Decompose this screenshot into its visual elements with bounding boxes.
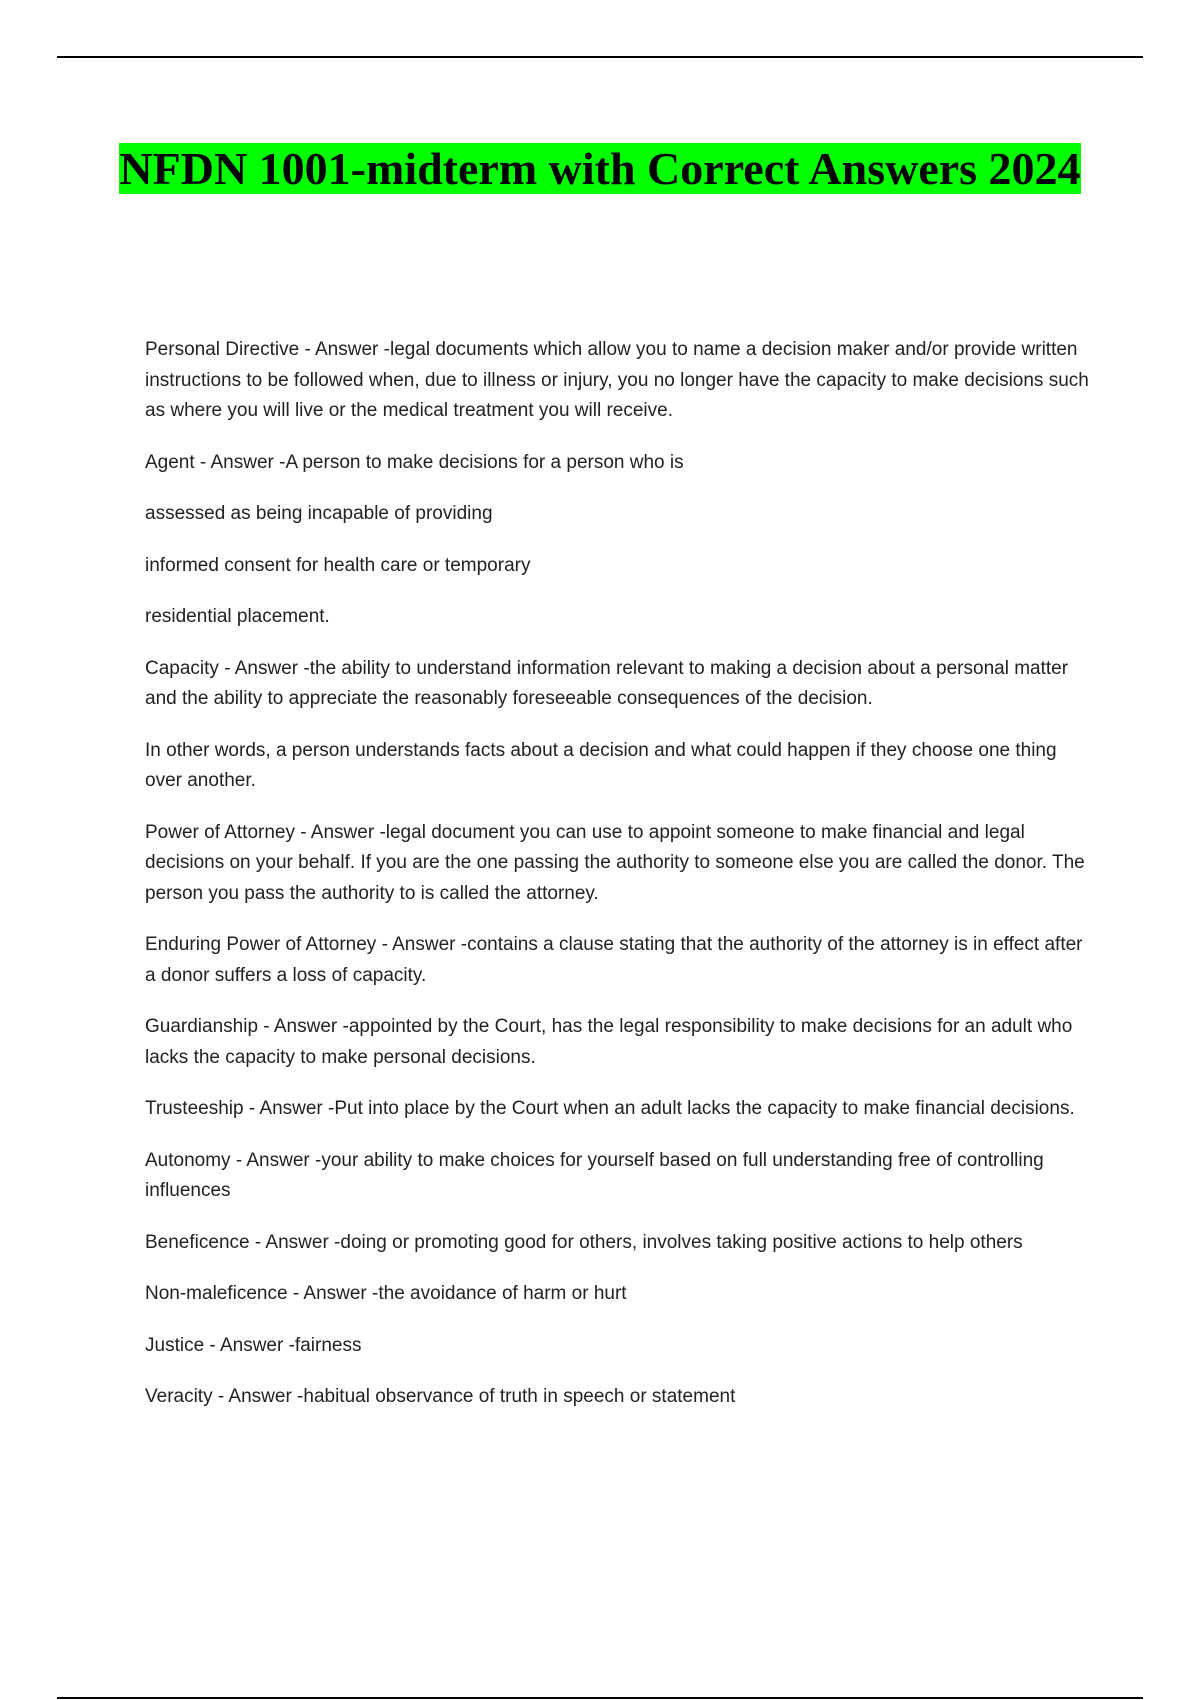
paragraph-autonomy: Autonomy - Answer -your ability to make choices for yourself based on full understanding free of controlling influences [145, 1149, 1044, 1201]
document-title-text: NFDN 1001-midterm with Correct Answers 2024 [119, 143, 1081, 194]
bottom-rule [57, 1697, 1143, 1699]
paragraph-capacity-explanation: In other words, a person understands facts about a decision and what could happen if they choose one thing over another. [145, 739, 1057, 791]
paragraph-agent: Agent - Answer -A person to make decisions for a person who is [145, 451, 684, 473]
paragraph-veracity: Veracity - Answer -habitual observance of truth in speech or statement [145, 1386, 736, 1407]
paragraph-non-maleficence: Non-maleficence - Answer -the avoidance of harm or hurt [145, 1283, 627, 1304]
document-title [60, 140, 1140, 197]
paragraph-personal-directive: Personal Directive - Answer -legal documents which allow you to name a decision maker and/or provide written instructions to be followed when, due to illness or injury, you no longer have the capacity to make decisions such as where you will live or the medical treatment you will receive. [145, 339, 1089, 421]
paragraph-enduring-power-of-attorney: Enduring Power of Attorney - Answer -contains a clause stating that the authority of the attorney is in effect after a donor suffers a loss of capacity. [145, 934, 1083, 986]
top-rule [57, 56, 1143, 58]
paragraph-trusteeship: Trusteeship - Answer -Put into place by the Court when an adult lacks the capacity to make financial decisions. [145, 1098, 1075, 1119]
paragraph-agent-line-2: assessed as being incapable of providing [145, 503, 493, 524]
paragraph-justice: Justice - Answer -fairness [145, 1334, 362, 1356]
paragraph-guardianship: Guardianship - Answer -appointed by the Court, has the legal responsibility to make decisions for an adult who lacks the capacity to make personal decisions. [145, 1016, 1073, 1068]
document-body [145, 335, 1095, 1434]
paragraph-agent-line-4: residential placement. [145, 606, 330, 627]
paragraph-agent-line-3: informed consent for health care or temporary [145, 554, 531, 576]
paragraph-power-of-attorney: Power of Attorney - Answer -legal document you can use to appoint someone to make financial and legal decisions on your behalf. If you are the one passing the authority to someone else you are called the donor. The person you pass the authority to is called the attorney. [145, 821, 1085, 904]
paragraph-capacity: Capacity - Answer -the ability to understand information relevant to making a decision about a personal matter and the ability to appreciate the reasonably foreseeable consequences of the decision. [145, 657, 1069, 709]
paragraph-beneficence: Beneficence - Answer -doing or promoting good for others, involves taking positive actions to help others [145, 1231, 1023, 1253]
